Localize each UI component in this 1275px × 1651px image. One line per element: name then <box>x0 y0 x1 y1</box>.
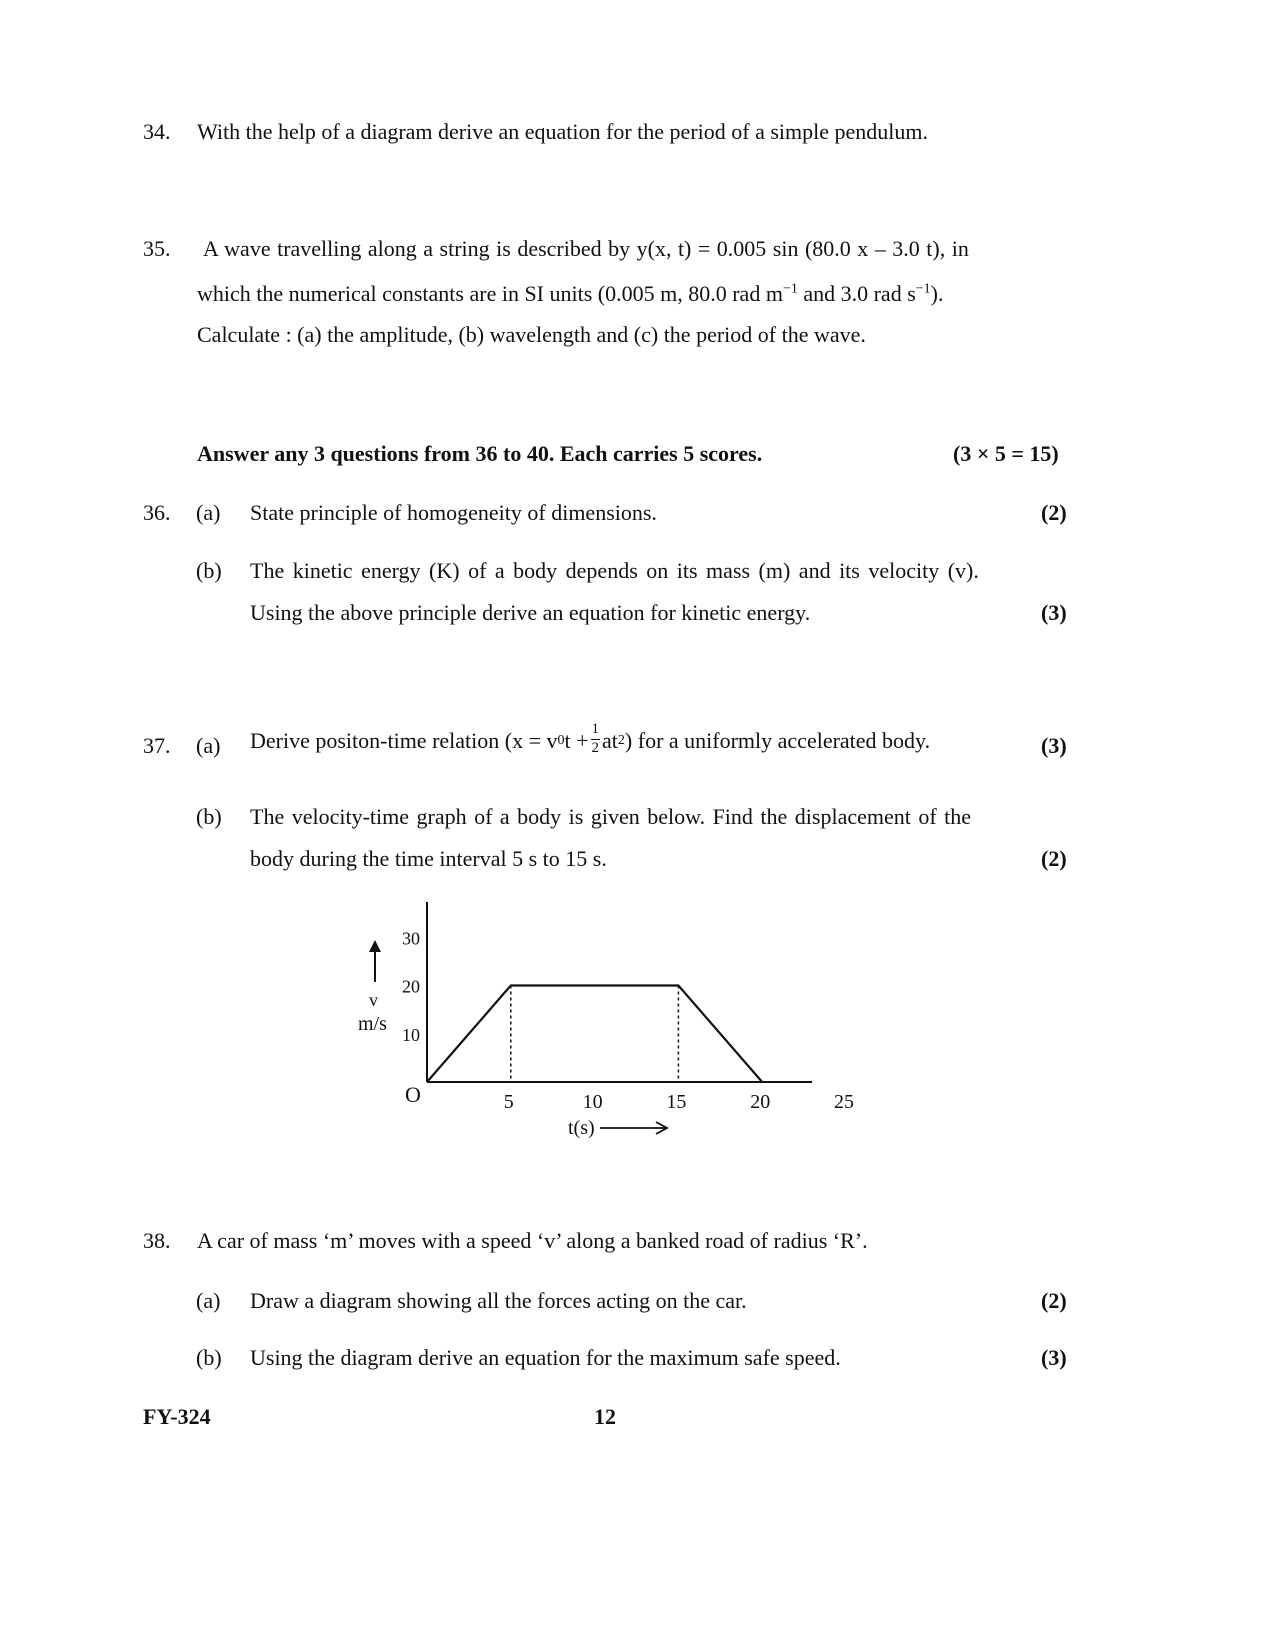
q37-a-frac-den: 2 <box>591 739 600 756</box>
q37-a-label: (a) <box>196 733 221 758</box>
q37-a-frac-num: 1 <box>591 721 601 739</box>
x-tick-10: 10 <box>582 1091 603 1113</box>
q38-a-label: (a) <box>196 1288 221 1313</box>
y-axis-label-unit: m/s <box>358 1013 387 1035</box>
q38-text: A car of mass ‘m’ moves with a speed ‘v’ along a banked road of radius ‘R’. <box>197 1228 868 1253</box>
q36-b-label: (b) <box>196 558 222 583</box>
q37-b-score: (2) <box>1041 846 1067 871</box>
q38-b-label: (b) <box>196 1345 222 1370</box>
q37-a-score: (3) <box>1041 733 1067 758</box>
q37-b-line2: body during the time interval 5 s to 15 s. <box>250 846 607 871</box>
x-axis-label: t(s) <box>568 1117 595 1139</box>
y-tick-labels <box>402 928 420 1045</box>
q37-a-text-t: t + <box>564 728 589 753</box>
x-tick-20: 20 <box>750 1091 771 1113</box>
q37-number: 37. <box>143 733 171 758</box>
q35-line2-part-b: and 3.0 rad s <box>797 281 916 306</box>
q34-number: 34. <box>143 119 171 144</box>
y-axis-label-v: v <box>369 990 378 1010</box>
y-tick-30: 30 <box>402 928 420 949</box>
q38-number: 38. <box>143 1228 171 1253</box>
x-tick-5: 5 <box>503 1091 514 1113</box>
y-tick-10: 10 <box>402 1024 420 1045</box>
q34-text: With the help of a diagram derive an equation for the period of a simple pendulum. <box>197 119 928 144</box>
q37-a-text-pre: Derive positon-time relation (x = v <box>250 728 558 753</box>
x-tick-25: 25 <box>834 1091 854 1113</box>
q37-b-line1: The velocity-time graph of a body is given below. Find the displacement of the <box>250 804 972 829</box>
y-tick-20: 20 <box>402 976 420 997</box>
q36-number: 36. <box>143 500 171 525</box>
q35-line2-sup1: −1 <box>782 281 798 297</box>
q38-a-score: (2) <box>1041 1288 1067 1313</box>
footer-page-number: 12 <box>594 1404 616 1429</box>
origin-label: O <box>405 1082 421 1107</box>
y-arrow-icon <box>369 940 381 952</box>
q37-a-text-post: ) for a uniformly accelerated body. <box>624 728 931 753</box>
q35-line2-part-c: ). <box>930 281 944 306</box>
q36-b-line1: The kinetic energy (K) of a body depends on its mass (m) and its velocity (v). <box>250 558 979 583</box>
velocity-series-line <box>427 986 762 1083</box>
q36-a-text: State principle of homogeneity of dimensions. <box>250 500 657 525</box>
x-tick-15: 15 <box>666 1091 687 1113</box>
q35-line3: Calculate : (a) the amplitude, (b) wavelength and (c) the period of the wave. <box>197 322 866 347</box>
q36-b-score: (3) <box>1041 600 1067 625</box>
q36-a-label: (a) <box>196 500 221 525</box>
q37-a-text-at: at <box>602 728 618 753</box>
x-tick-labels <box>504 1091 854 1113</box>
q38-b-score: (3) <box>1041 1345 1067 1370</box>
q37-b-label: (b) <box>196 804 222 829</box>
section-instruction: Answer any 3 questions from 36 to 40. Each carries 5 scores. <box>197 441 763 466</box>
q38-b-text: Using the diagram derive an equation for the maximum safe speed. <box>250 1345 841 1370</box>
q35-line1: A wave travelling along a string is described by y(x, t) = 0.005 sin (80.0 x – 3.0 t), in <box>203 236 969 261</box>
q35-line2-sup2: −1 <box>915 281 931 297</box>
q35-number: 35. <box>143 236 171 261</box>
q35-line2-part-a: which the numerical constants are in SI units (0.005 m, 80.0 rad m <box>197 281 783 306</box>
section-score: (3 × 5 = 15) <box>953 441 1059 466</box>
chart-root <box>358 902 854 1139</box>
q36-a-score: (2) <box>1041 500 1067 525</box>
dashed-drop-lines <box>511 986 679 1083</box>
q36-b-line2: Using the above principle derive an equation for kinetic energy. <box>250 600 811 625</box>
footer-paper-code: FY-324 <box>143 1404 211 1429</box>
q38-a-text: Draw a diagram showing all the forces acting on the car. <box>250 1288 747 1313</box>
q37-a-text: Derive positon-time relation (x = v 0 t + $\frac{1}{2}$ at 2 ) for a uniformly accelerated body. <box>250 721 931 756</box>
